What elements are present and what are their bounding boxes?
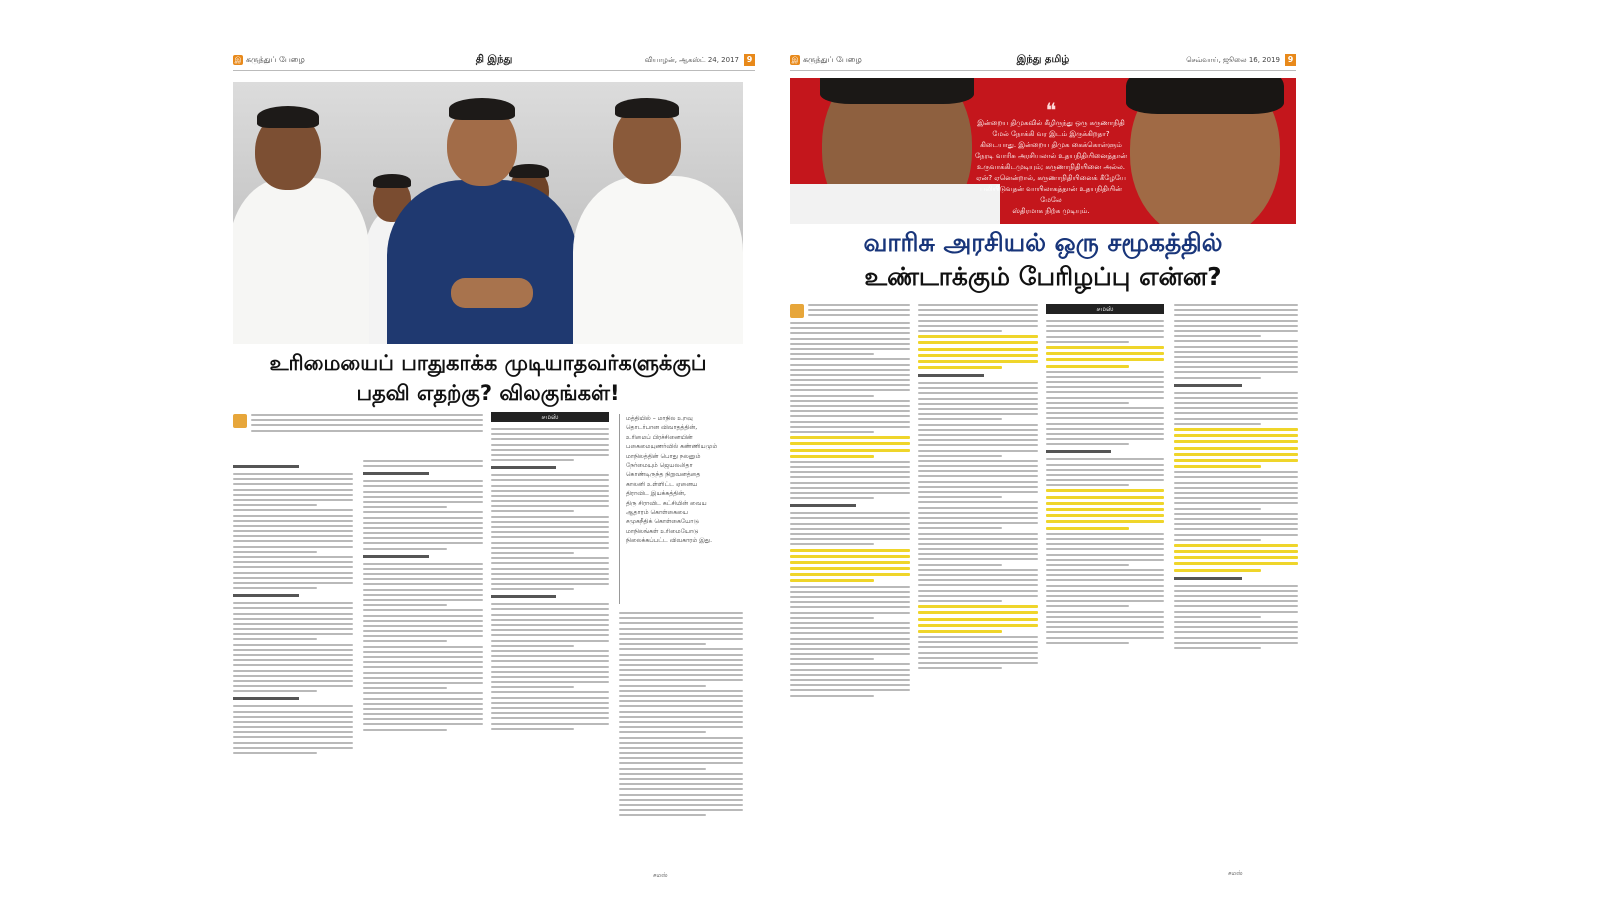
quote-line: நேரடி வாரிசு அரசியலால் உதயநிதியினைத்தான் bbox=[974, 152, 1128, 160]
right-headline bbox=[790, 226, 1296, 294]
left-intro-text bbox=[233, 414, 483, 444]
quote-line: இன்றைய திமுகவில் கீழிருந்து ஒரு கருணாநிதி bbox=[977, 119, 1125, 127]
drop-cap bbox=[233, 414, 247, 428]
list-item: தொடர்பான விவாதத்தின், bbox=[626, 424, 698, 432]
quote-line: உருவாக்கிடமுடியும்; கருணாநிதியினை அல்ல. bbox=[976, 163, 1126, 171]
right-column-1 bbox=[790, 304, 910, 874]
right-column-3 bbox=[1046, 304, 1164, 874]
photo-hair bbox=[1126, 78, 1284, 114]
list-item: உரிமைப் பிரச்சினையின் bbox=[626, 433, 693, 441]
list-item: சமுகநீதிக் கொள்கையோடு bbox=[626, 518, 699, 526]
list-item: மாநிலங்கள் உரிமையோடு bbox=[626, 527, 699, 535]
right-page-number: 9 bbox=[1285, 54, 1296, 66]
left-section-label: இ கருத்துப் பேழை bbox=[234, 55, 305, 64]
right-column-label: சமஸ் bbox=[1046, 304, 1164, 314]
left-lead-photo bbox=[233, 82, 743, 344]
quote-line: ஏன்? ஏனென்றால், கருணாநிதியினைக் கீழேயே bbox=[976, 174, 1126, 182]
paper-logo-icon: இ bbox=[791, 56, 799, 64]
list-item: திராவிட இயக்கத்தின், bbox=[626, 490, 686, 498]
list-item: நேர்மையும் ஜெயலலிதா bbox=[626, 462, 693, 470]
right-masthead bbox=[790, 52, 1296, 71]
right-headline-line2: உண்டாக்கும் பேரிழப்பு என்ன? bbox=[864, 262, 1222, 291]
left-masthead bbox=[233, 52, 755, 71]
right-lead-photo bbox=[790, 78, 1296, 224]
list-item: கொண்டிருந்த நிறுவனத்தை bbox=[626, 471, 701, 479]
photo-shirt bbox=[790, 184, 1000, 224]
left-column-1 bbox=[233, 460, 353, 880]
pull-quote bbox=[970, 98, 1132, 217]
right-paper-name: இந்து தமிழ் bbox=[1016, 54, 1070, 65]
right-column-2 bbox=[918, 304, 1038, 874]
list-item: ஆதாரம் கொள்கையை bbox=[626, 509, 688, 517]
list-item: மத்தியில் – மாநில உறவு bbox=[626, 415, 693, 422]
left-side-list bbox=[619, 414, 743, 604]
list-item: பகைமையுணர்வில் கண்ணியமும் bbox=[626, 443, 718, 451]
drop-cap bbox=[790, 304, 804, 318]
left-newspaper-page bbox=[233, 52, 755, 882]
quote-line: கிடையாது. இன்றைய திமுக கைக்கொள்ளும் bbox=[980, 141, 1122, 149]
right-column-4 bbox=[1174, 304, 1298, 874]
right-byline: சமஸ் bbox=[1228, 870, 1243, 877]
quote-mark-icon: ❝ bbox=[1045, 98, 1057, 122]
quote-line: மேல் நோக்கி வர இடம் இருக்கிறதா? bbox=[992, 130, 1110, 138]
right-section-label: இ கருத்துப் பேழை bbox=[791, 55, 862, 64]
list-item: நிலைக்கப்பட்ட விவகாரம் இது. bbox=[626, 537, 713, 545]
left-column-2 bbox=[363, 460, 483, 880]
right-headline-line1: வாரிசு அரசியல் ஒரு சமூகத்தில் bbox=[863, 228, 1223, 257]
list-item: மாநிலத்தின் பொது நலனும் bbox=[626, 452, 701, 460]
quote-line: ஸ்திரமாக நிற்க முடியும். bbox=[1012, 207, 1090, 215]
paper-logo-icon: இ bbox=[234, 56, 242, 64]
left-page-number: 9 bbox=[744, 54, 755, 66]
quote-line: பலியிடுவதன் வாயிலாகத்தான் உதயநிதியின் மேலே bbox=[980, 185, 1122, 204]
left-byline: சமஸ் bbox=[653, 872, 668, 879]
left-headline bbox=[233, 348, 743, 408]
left-column-label: சமஸ் bbox=[491, 412, 609, 422]
right-newspaper-page bbox=[791, 52, 1332, 882]
left-column-4 bbox=[619, 612, 743, 872]
right-date: செவ்வாய், ஜூலை 16, 2019 bbox=[1186, 56, 1280, 64]
left-headline-line1: உரிமையைப் பாதுகாக்க முடியாதவர்களுக்குப் bbox=[269, 351, 707, 375]
list-item: காலனி உள்ளிட்ட ஏனைய bbox=[626, 480, 698, 488]
left-paper-name: தி இந்து bbox=[475, 54, 513, 65]
photo-hair bbox=[820, 78, 974, 104]
list-item: திரு சிராவிட கட்சியின் வைய bbox=[626, 499, 707, 507]
left-date: வியாழன், ஆகஸ்ட் 24, 2017 bbox=[644, 56, 739, 64]
photo-handshake bbox=[451, 278, 533, 308]
left-column-3 bbox=[491, 412, 609, 882]
left-headline-line2: பதவி எதற்கு? விலகுங்கள்! bbox=[356, 381, 620, 405]
